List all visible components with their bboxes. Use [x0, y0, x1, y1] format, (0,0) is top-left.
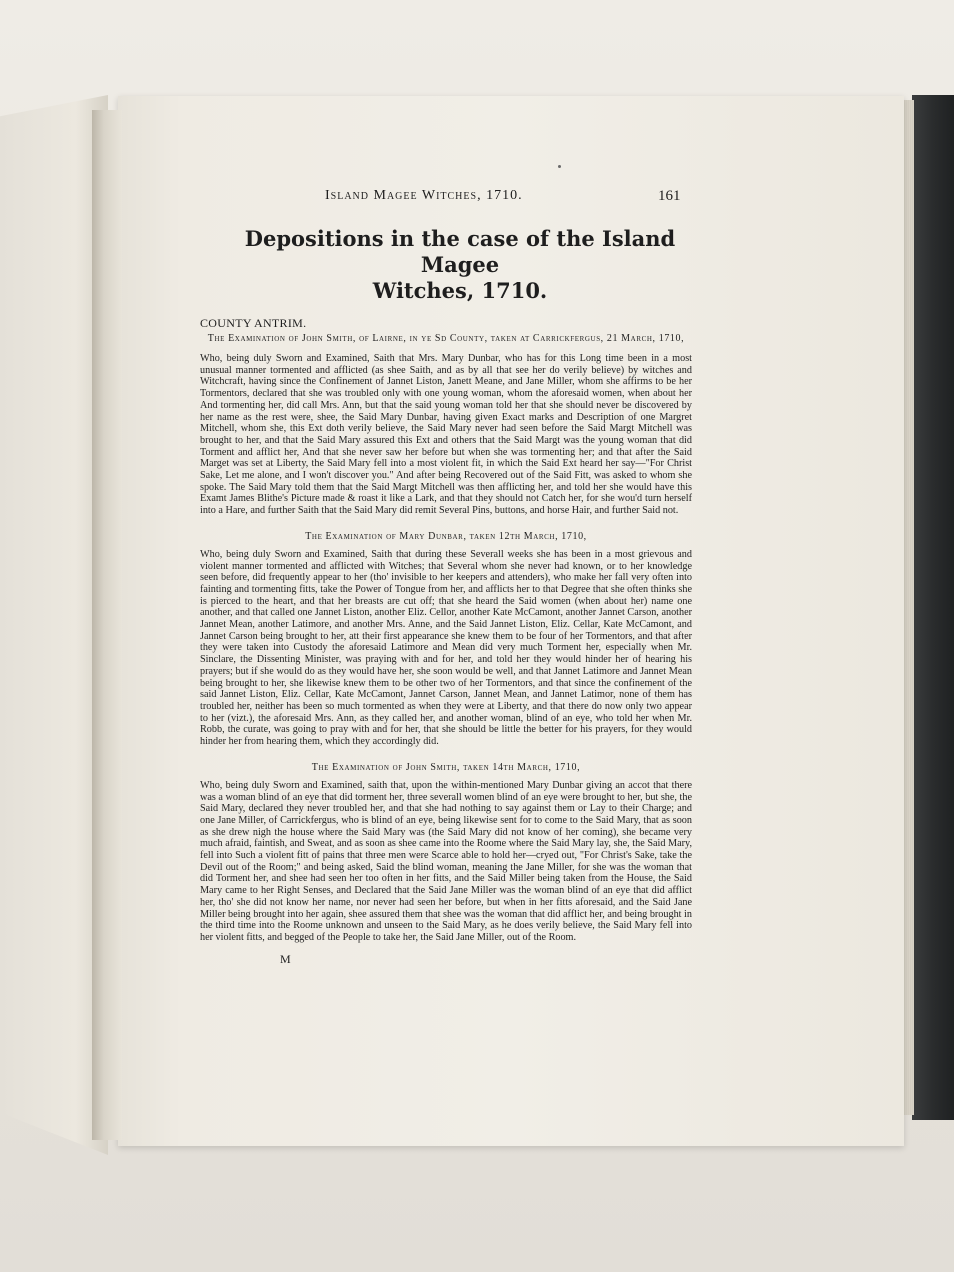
section-heading: The Examination of John Smith, of Lairne, in ye Sd County, taken at Carrickfergus, 21 March, 1710,: [207, 333, 685, 344]
title-line-1: Depositions in the case of the Island Magee: [244, 226, 676, 277]
running-head: [200, 180, 692, 206]
section-text: Who, being duly Sworn and Examined, Saith that Mrs. Mary Dunbar, who has for this Long time been in a most unusual manner tormented and afflicted (as shee Saith, and as by all that see her do verily believe) by witches and Witchcraft, having since the Confinement of Jannet Liston, Janett Meane, and Jane Miller, whom she affirms to be her Tormentors, declared that she was troubled only with one young woman, whom the aforesaid women, when about her And tormenting her, did call Mrs. Ann, but that the said young woman told her that she should never be discovered by her name as the rest were, shee, the Said Mary Dunbar, having given Exact marks and Description of one Margret Mitchell, whom she, this Ext doth verily believe, the Said Mary never had seen before the Said Margt Mitchell was brought to her, and that the Said Mary assured this Ext and others that the Said Margt was the young woman that did Torment and afflict her, And that she never saw her before but when she was tormenting her; and that after the Said Marget was set at Liberty, the Said Mary fell into a most violent fit, in which the Said Ext heard her say—"For Christ Sake, Let me alone, and I won't discover you." And after being Recovered out of the Said Fitt, was asked to whom she spoke. The Said Mary told them that the Said Margt Mitchell was then afflicting her, and told her she would have this Examt James Blithe's Picture made & roast it like a Lark, and that they should not Catch her, for she wou'd turn herself into a Hare, and further Saith that the Said Mary did remit Several Pins, buttons, and horse Hair, and further Said not.: [200, 353, 692, 517]
page-speck: [558, 165, 561, 168]
section-heading: The Examination of John Smith, taken 14th March, 1710,: [311, 761, 581, 773]
signature-mark: M: [280, 951, 291, 966]
book-gutter: [92, 110, 122, 1140]
county-heading: COUNTY ANTRIM.: [200, 316, 307, 330]
running-title: Island Magee Witches, 1710.: [325, 188, 523, 203]
title-line-2: Witches, 1710.: [372, 278, 548, 303]
section-text: Who, being duly Sworn and Examined, Saith that during these Severall weeks she has been in a most grievous and violent manner tormented and afflicted with Witches; that Several whom she never had known, or to her knowledge seen before, did frequently appear to her (tho' invisible to her keepers and attenders), who make her fall very often into fainting and tormenting fitts, take the Power of Tongue from her, and afflicts her to that Degree that she often thinks she is pierced to the heart, and that her breasts are cut off; that she heard the Said women (when about her) name one another, and that called one Jannet Liston, another Eliz. Cellor, another Kate McCamont, another Jannet Carson, another Jannet Mean, another Latimore, and another Mrs. Anne, and the Said Jannet Liston, Eliz. Cellar, Kate McCamont, and Jannet Carson being brought to her, att their first appearance she knew them to be four of her Tormentors, and that after they were taken into Custody the aforesaid Latimore and Mean did very much Torment her, especially when Mr. Sinclare, the Dissenting Minister, was praying with and for her, and told her they would hinder her of hearing his prayers; but if she would do as they would have her, she soon would be well, and that Jannet Latimore and Jannet Mean being brought to her, she likewise knew them to be other two of her Tormentors, and that since the confinement of the said Jannet Liston, Eliz. Cellar, Kate McCamont, Jannet Carson, Jannet Mean, and Jannet Latimor, none of them has troubled her, neither has been so much tormented as when they were at Liberty, and that there do now only two appear to her (vizt.), the aforesaid Mrs. Ann, as they called her, and another woman, blind of an eye, who told her when Mr. Robb, the curate, was going to pray with and for her, that she should be little the better for his prayers, for they would hinder her from hearing them, which they accordingly did.: [200, 548, 692, 748]
book-spine: [912, 95, 954, 1120]
section-text: Who, being duly Sworn and Examined, saith that, upon the within-mentioned Mary Dunbar giving an accot that there was a woman blind of an eye that did torment her, three severall women blind of an eye were brought to her, but she, the Said Mary, declared they never troubled her, and that she had nothing to say against them or Lay to their Charge; and one Jane Miller, of Carrickfergus, who is blind of an eye, being likewise sent for to come to the Said Mary, that as soon as she drew nigh the house where the Said Mary was (the Said Mary did not know of her coming), she became very much afraid, faintish, and Sweat, and as soon as shee came into the Roome where the Said Mary lay, she, the Said Mary, fell into Such a violent fitt of pains that three men were Scarce able to hold her—cryed out, "For Christ's Sake, take the Devil out of the Room;" and being asked, Said the blind woman, meaning the Jane Miller, for she was the woman that did Torment her, and shee had seen her too often in her fitts, and the Said Miller being taken from the House, the Said Mary came to her Right Senses, and Declared that the Said Jane Miller was the woman blind of an eye that did afflict her, tho' she did not know her name, nor never had seen her before, but when in her fitts aforesaid, and the Said Jane Miller being brought into her again, shee assured them that shee was the woman that did afflict her, and being brought in the third time into the Roome unknown and unseen to the Said Mary, as he does verily believe, the Said Mary fell into her violent fitts, and begged of the People to take her, the Said Jane Miller, out of the Room.: [200, 779, 692, 943]
main-title: [210, 226, 680, 304]
page-number: 161: [658, 188, 681, 204]
section-heading: The Examination of Mary Dunbar, taken 12th March, 1710,: [305, 530, 587, 542]
page-content: [200, 180, 692, 967]
